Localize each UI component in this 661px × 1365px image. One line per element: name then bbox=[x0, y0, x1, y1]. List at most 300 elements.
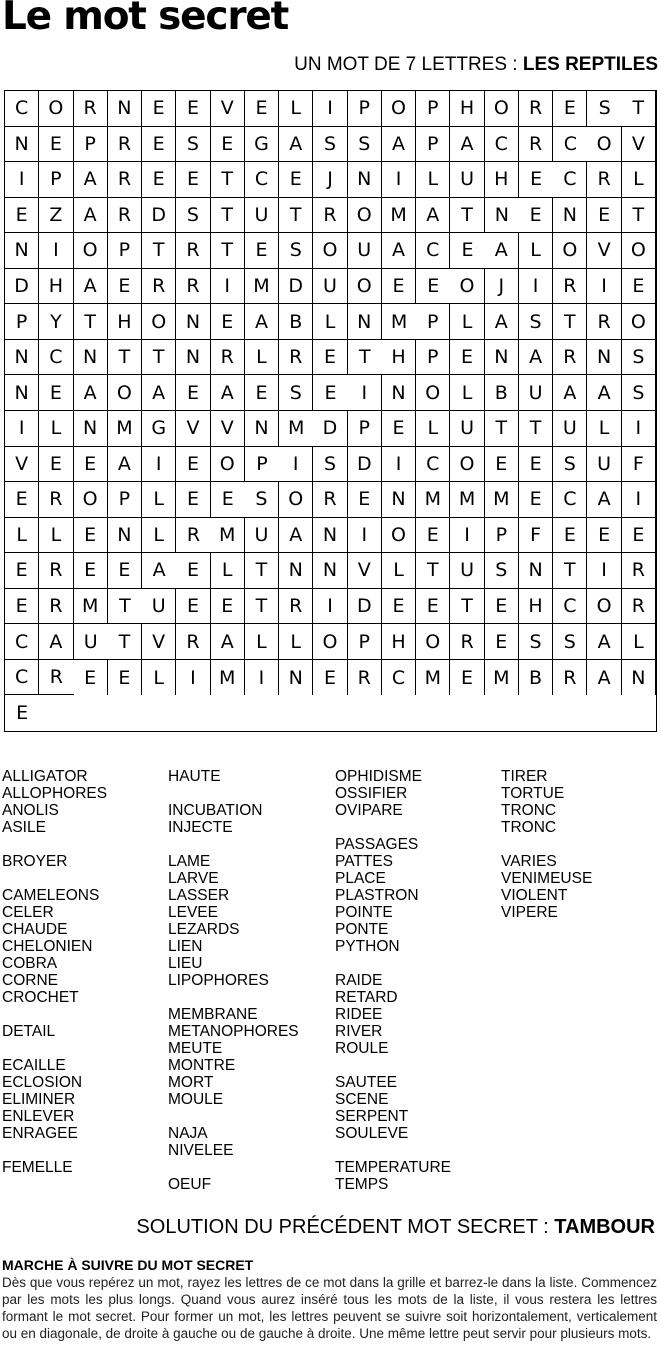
grid-cell[interactable]: E bbox=[587, 518, 621, 554]
grid-cell[interactable]: L bbox=[279, 624, 313, 660]
grid-cell[interactable]: E bbox=[74, 660, 108, 696]
grid-cell[interactable]: E bbox=[211, 127, 245, 163]
grid-cell[interactable]: L bbox=[622, 624, 656, 660]
grid-cell[interactable]: L bbox=[142, 482, 176, 518]
grid-cell[interactable]: O bbox=[142, 304, 176, 340]
grid-cell[interactable]: H bbox=[39, 269, 73, 305]
grid-cell[interactable]: E bbox=[416, 269, 450, 305]
grid-cell[interactable]: E bbox=[39, 375, 73, 411]
grid-cell[interactable]: O bbox=[211, 447, 245, 483]
grid-cell[interactable]: S bbox=[348, 127, 382, 163]
grid-cell[interactable]: E bbox=[142, 162, 176, 198]
grid-cell[interactable]: I bbox=[245, 660, 279, 696]
grid-cell[interactable]: G bbox=[245, 127, 279, 163]
grid-cell[interactable]: O bbox=[74, 482, 108, 518]
grid-cell[interactable]: I bbox=[382, 447, 416, 483]
grid-cell[interactable]: D bbox=[313, 411, 347, 447]
grid-cell[interactable]: E bbox=[519, 482, 553, 518]
grid-cell[interactable]: B bbox=[279, 304, 313, 340]
grid-cell[interactable]: E bbox=[519, 162, 553, 198]
grid-cell[interactable]: O bbox=[416, 375, 450, 411]
grid-cell[interactable]: R bbox=[622, 553, 656, 589]
grid-cell[interactable]: N bbox=[108, 518, 142, 554]
grid-cell[interactable]: R bbox=[587, 304, 621, 340]
grid-cell[interactable]: E bbox=[5, 198, 39, 234]
grid-cell[interactable]: N bbox=[348, 304, 382, 340]
grid-cell[interactable]: E bbox=[211, 589, 245, 625]
grid-cell[interactable]: E bbox=[74, 518, 108, 554]
grid-cell[interactable]: C bbox=[553, 162, 587, 198]
grid-cell[interactable]: S bbox=[519, 304, 553, 340]
grid-cell[interactable]: O bbox=[382, 91, 416, 127]
grid-cell[interactable]: A bbox=[74, 162, 108, 198]
grid-cell[interactable]: R bbox=[348, 660, 382, 696]
grid-cell[interactable]: E bbox=[485, 589, 519, 625]
grid-cell[interactable]: V bbox=[622, 127, 656, 163]
grid-cell[interactable]: A bbox=[279, 127, 313, 163]
grid-cell[interactable]: O bbox=[348, 198, 382, 234]
grid-cell[interactable]: O bbox=[485, 91, 519, 127]
grid-cell[interactable]: I bbox=[313, 91, 347, 127]
grid-cell[interactable]: J bbox=[485, 269, 519, 305]
grid-cell[interactable]: J bbox=[313, 162, 347, 198]
grid-cell[interactable]: D bbox=[348, 589, 382, 625]
grid-cell[interactable]: L bbox=[5, 518, 39, 554]
grid-cell[interactable]: I bbox=[39, 233, 73, 269]
grid-cell[interactable]: U bbox=[450, 553, 484, 589]
grid-cell[interactable]: I bbox=[348, 375, 382, 411]
grid-cell[interactable]: M bbox=[74, 589, 108, 625]
grid-cell[interactable]: U bbox=[313, 269, 347, 305]
grid-cell[interactable]: A bbox=[587, 624, 621, 660]
grid-cell[interactable]: N bbox=[348, 162, 382, 198]
grid-cell[interactable]: I bbox=[211, 269, 245, 305]
grid-cell[interactable]: C bbox=[5, 91, 39, 127]
grid-cell[interactable]: T bbox=[485, 411, 519, 447]
grid-cell[interactable]: E bbox=[313, 375, 347, 411]
grid-cell[interactable]: R bbox=[313, 482, 347, 518]
grid-cell[interactable]: I bbox=[587, 269, 621, 305]
grid-cell[interactable]: L bbox=[416, 162, 450, 198]
grid-cell[interactable]: N bbox=[519, 553, 553, 589]
grid-cell[interactable]: L bbox=[587, 411, 621, 447]
grid-cell[interactable]: R bbox=[587, 162, 621, 198]
grid-cell[interactable]: C bbox=[5, 624, 39, 660]
grid-cell[interactable]: O bbox=[553, 233, 587, 269]
grid-cell[interactable]: O bbox=[587, 589, 621, 625]
grid-cell[interactable]: V bbox=[211, 91, 245, 127]
grid-cell[interactable]: R bbox=[74, 91, 108, 127]
grid-cell[interactable]: N bbox=[74, 340, 108, 376]
grid-cell[interactable]: A bbox=[416, 198, 450, 234]
grid-cell[interactable]: S bbox=[245, 482, 279, 518]
grid-cell[interactable]: A bbox=[587, 660, 621, 696]
grid-cell[interactable]: T bbox=[553, 553, 587, 589]
grid-cell[interactable]: L bbox=[382, 553, 416, 589]
grid-cell[interactable]: Z bbox=[39, 198, 73, 234]
grid-cell[interactable]: H bbox=[485, 162, 519, 198]
grid-cell[interactable]: N bbox=[279, 660, 313, 696]
grid-cell[interactable]: M bbox=[382, 198, 416, 234]
grid-cell[interactable]: T bbox=[211, 233, 245, 269]
grid-cell[interactable]: I bbox=[5, 411, 39, 447]
grid-cell[interactable]: P bbox=[74, 127, 108, 163]
grid-cell[interactable]: N bbox=[5, 340, 39, 376]
grid-cell[interactable]: E bbox=[211, 304, 245, 340]
grid-cell[interactable]: R bbox=[39, 660, 73, 696]
grid-cell[interactable]: E bbox=[382, 411, 416, 447]
grid-cell[interactable]: E bbox=[176, 589, 210, 625]
grid-cell[interactable]: A bbox=[74, 269, 108, 305]
grid-cell[interactable]: E bbox=[176, 162, 210, 198]
grid-cell[interactable]: T bbox=[622, 198, 656, 234]
grid-cell[interactable]: R bbox=[211, 340, 245, 376]
grid-cell[interactable]: T bbox=[211, 198, 245, 234]
grid-cell[interactable]: D bbox=[5, 269, 39, 305]
grid-cell[interactable]: O bbox=[622, 304, 656, 340]
grid-cell[interactable]: T bbox=[450, 198, 484, 234]
grid-cell[interactable]: L bbox=[39, 411, 73, 447]
grid-cell[interactable]: R bbox=[553, 269, 587, 305]
grid-cell[interactable]: E bbox=[382, 269, 416, 305]
grid-cell[interactable]: N bbox=[485, 198, 519, 234]
grid-cell[interactable]: E bbox=[176, 482, 210, 518]
grid-cell[interactable]: C bbox=[5, 660, 39, 696]
grid-cell[interactable]: E bbox=[142, 91, 176, 127]
grid-cell[interactable]: T bbox=[553, 304, 587, 340]
grid-cell[interactable]: E bbox=[176, 447, 210, 483]
grid-cell[interactable]: S bbox=[587, 91, 621, 127]
grid-cell[interactable]: E bbox=[622, 269, 656, 305]
grid-cell[interactable]: G bbox=[142, 411, 176, 447]
grid-cell[interactable]: N bbox=[313, 553, 347, 589]
grid-cell[interactable]: O bbox=[313, 233, 347, 269]
grid-cell[interactable]: N bbox=[245, 411, 279, 447]
grid-cell[interactable]: M bbox=[279, 411, 313, 447]
grid-cell[interactable]: A bbox=[74, 198, 108, 234]
grid-cell[interactable]: E bbox=[245, 91, 279, 127]
grid-cell[interactable]: E bbox=[74, 553, 108, 589]
grid-cell[interactable]: B bbox=[519, 660, 553, 696]
grid-cell[interactable]: U bbox=[587, 447, 621, 483]
grid-cell[interactable]: E bbox=[16, 702, 29, 725]
grid-cell[interactable]: U bbox=[142, 589, 176, 625]
grid-cell[interactable]: R bbox=[39, 482, 73, 518]
grid-cell[interactable]: D bbox=[142, 198, 176, 234]
grid-cell[interactable]: E bbox=[382, 589, 416, 625]
grid-cell[interactable]: R bbox=[142, 269, 176, 305]
grid-cell[interactable]: L bbox=[245, 624, 279, 660]
grid-cell[interactable]: C bbox=[39, 340, 73, 376]
grid-cell[interactable]: I bbox=[622, 482, 656, 518]
grid-cell[interactable]: N bbox=[485, 340, 519, 376]
grid-cell[interactable]: E bbox=[622, 518, 656, 554]
grid-cell[interactable]: P bbox=[348, 411, 382, 447]
grid-cell[interactable]: C bbox=[416, 447, 450, 483]
grid-cell[interactable]: L bbox=[622, 162, 656, 198]
grid-cell[interactable]: P bbox=[245, 447, 279, 483]
grid-cell[interactable]: A bbox=[142, 553, 176, 589]
grid-cell[interactable]: L bbox=[279, 91, 313, 127]
grid-cell[interactable]: H bbox=[382, 624, 416, 660]
grid-cell[interactable]: H bbox=[450, 91, 484, 127]
grid-cell[interactable]: T bbox=[108, 589, 142, 625]
grid-cell[interactable]: M bbox=[450, 482, 484, 518]
grid-cell[interactable]: R bbox=[108, 162, 142, 198]
grid-cell[interactable]: R bbox=[622, 589, 656, 625]
grid-cell[interactable]: P bbox=[416, 340, 450, 376]
grid-cell[interactable]: H bbox=[519, 589, 553, 625]
grid-cell[interactable]: C bbox=[553, 127, 587, 163]
grid-cell[interactable]: V bbox=[5, 447, 39, 483]
grid-cell[interactable]: R bbox=[279, 589, 313, 625]
grid-cell[interactable]: S bbox=[485, 553, 519, 589]
grid-cell[interactable]: A bbox=[450, 127, 484, 163]
grid-cell[interactable]: L bbox=[519, 233, 553, 269]
grid-cell[interactable]: C bbox=[485, 127, 519, 163]
grid-cell[interactable]: I bbox=[313, 589, 347, 625]
grid-cell[interactable]: M bbox=[382, 304, 416, 340]
grid-cell[interactable]: M bbox=[211, 518, 245, 554]
grid-cell[interactable]: L bbox=[450, 304, 484, 340]
grid-cell[interactable]: A bbox=[108, 447, 142, 483]
grid-cell[interactable]: T bbox=[622, 91, 656, 127]
grid-cell[interactable]: U bbox=[245, 518, 279, 554]
grid-cell[interactable]: E bbox=[108, 553, 142, 589]
grid-cell[interactable]: L bbox=[416, 411, 450, 447]
grid-cell[interactable]: S bbox=[279, 375, 313, 411]
grid-cell[interactable]: E bbox=[39, 127, 73, 163]
grid-cell[interactable]: R bbox=[176, 624, 210, 660]
grid-cell[interactable]: P bbox=[348, 624, 382, 660]
grid-cell[interactable]: L bbox=[142, 660, 176, 696]
grid-cell[interactable]: O bbox=[313, 624, 347, 660]
grid-cell[interactable]: S bbox=[519, 624, 553, 660]
grid-cell[interactable]: M bbox=[108, 411, 142, 447]
grid-cell[interactable]: E bbox=[553, 91, 587, 127]
grid-cell[interactable]: A bbox=[142, 375, 176, 411]
grid-cell[interactable]: S bbox=[176, 198, 210, 234]
grid-cell[interactable]: N bbox=[587, 340, 621, 376]
grid-cell[interactable]: N bbox=[313, 518, 347, 554]
grid-cell[interactable]: C bbox=[245, 162, 279, 198]
grid-cell[interactable]: L bbox=[142, 518, 176, 554]
grid-cell[interactable]: A bbox=[587, 375, 621, 411]
grid-cell[interactable]: T bbox=[245, 589, 279, 625]
grid-cell[interactable]: E bbox=[176, 375, 210, 411]
grid-cell[interactable]: A bbox=[39, 624, 73, 660]
grid-cell[interactable]: A bbox=[553, 375, 587, 411]
grid-cell[interactable]: L bbox=[245, 340, 279, 376]
grid-cell[interactable]: P bbox=[416, 304, 450, 340]
grid-cell[interactable]: N bbox=[5, 375, 39, 411]
grid-cell[interactable]: E bbox=[5, 589, 39, 625]
grid-cell[interactable]: U bbox=[519, 375, 553, 411]
grid-cell[interactable]: T bbox=[142, 233, 176, 269]
grid-cell[interactable]: I bbox=[382, 162, 416, 198]
grid-cell[interactable]: T bbox=[416, 553, 450, 589]
grid-cell[interactable]: C bbox=[553, 482, 587, 518]
grid-cell[interactable]: R bbox=[176, 518, 210, 554]
grid-cell[interactable]: N bbox=[553, 198, 587, 234]
grid-cell[interactable]: E bbox=[450, 233, 484, 269]
grid-cell[interactable]: T bbox=[108, 340, 142, 376]
grid-cell[interactable]: A bbox=[485, 304, 519, 340]
grid-cell[interactable]: O bbox=[39, 91, 73, 127]
grid-cell[interactable]: R bbox=[176, 233, 210, 269]
grid-cell[interactable]: S bbox=[553, 624, 587, 660]
grid-cell[interactable]: E bbox=[416, 589, 450, 625]
grid-cell[interactable]: S bbox=[622, 340, 656, 376]
grid-cell[interactable]: U bbox=[450, 411, 484, 447]
grid-cell[interactable]: S bbox=[279, 233, 313, 269]
grid-cell[interactable]: V bbox=[142, 624, 176, 660]
grid-cell[interactable]: N bbox=[279, 553, 313, 589]
grid-cell[interactable]: E bbox=[74, 447, 108, 483]
grid-cell[interactable]: N bbox=[74, 411, 108, 447]
grid-cell[interactable]: U bbox=[553, 411, 587, 447]
grid-cell[interactable]: S bbox=[176, 127, 210, 163]
grid-cell[interactable]: R bbox=[39, 589, 73, 625]
grid-cell[interactable]: O bbox=[348, 269, 382, 305]
grid-cell[interactable]: I bbox=[587, 553, 621, 589]
grid-cell[interactable]: L bbox=[313, 304, 347, 340]
grid-cell[interactable]: O bbox=[416, 624, 450, 660]
grid-cell[interactable]: E bbox=[245, 375, 279, 411]
grid-cell[interactable]: L bbox=[39, 518, 73, 554]
grid-cell[interactable]: A bbox=[382, 127, 416, 163]
grid-cell[interactable]: E bbox=[450, 340, 484, 376]
grid-cell[interactable]: A bbox=[382, 233, 416, 269]
grid-cell[interactable]: D bbox=[348, 447, 382, 483]
grid-cell[interactable]: E bbox=[108, 660, 142, 696]
grid-cell[interactable]: T bbox=[279, 198, 313, 234]
grid-cell[interactable]: S bbox=[313, 447, 347, 483]
grid-cell[interactable]: U bbox=[74, 624, 108, 660]
grid-cell[interactable]: I bbox=[622, 411, 656, 447]
grid-cell[interactable]: E bbox=[5, 553, 39, 589]
grid-cell[interactable]: U bbox=[348, 233, 382, 269]
grid-cell[interactable]: N bbox=[176, 340, 210, 376]
grid-cell[interactable]: A bbox=[211, 375, 245, 411]
grid-cell[interactable]: I bbox=[176, 660, 210, 696]
grid-cell[interactable]: I bbox=[450, 518, 484, 554]
grid-cell[interactable]: N bbox=[108, 91, 142, 127]
grid-cell[interactable]: F bbox=[622, 447, 656, 483]
grid-cell[interactable]: R bbox=[176, 269, 210, 305]
grid-cell[interactable]: E bbox=[108, 269, 142, 305]
grid-cell[interactable]: T bbox=[450, 589, 484, 625]
grid-cell[interactable]: P bbox=[416, 91, 450, 127]
grid-cell[interactable]: P bbox=[39, 162, 73, 198]
grid-cell[interactable]: S bbox=[622, 375, 656, 411]
grid-cell[interactable]: E bbox=[176, 553, 210, 589]
grid-cell[interactable]: E bbox=[519, 447, 553, 483]
grid-cell[interactable]: P bbox=[108, 482, 142, 518]
grid-cell[interactable]: V bbox=[348, 553, 382, 589]
grid-cell[interactable]: M bbox=[416, 482, 450, 518]
grid-cell[interactable]: E bbox=[348, 482, 382, 518]
grid-cell[interactable]: A bbox=[519, 340, 553, 376]
grid-cell[interactable]: R bbox=[519, 91, 553, 127]
grid-cell[interactable]: T bbox=[211, 162, 245, 198]
grid-cell[interactable]: N bbox=[176, 304, 210, 340]
grid-cell[interactable]: C bbox=[553, 589, 587, 625]
grid-cell[interactable]: E bbox=[519, 198, 553, 234]
grid-cell[interactable]: R bbox=[108, 198, 142, 234]
grid-cell[interactable]: A bbox=[587, 482, 621, 518]
grid-cell[interactable]: R bbox=[313, 198, 347, 234]
grid-cell[interactable]: T bbox=[245, 553, 279, 589]
grid-cell[interactable]: P bbox=[108, 233, 142, 269]
grid-cell[interactable]: R bbox=[553, 340, 587, 376]
grid-cell[interactable]: E bbox=[485, 624, 519, 660]
grid-cell[interactable]: A bbox=[485, 233, 519, 269]
grid-cell[interactable]: T bbox=[108, 624, 142, 660]
grid-cell[interactable]: E bbox=[245, 233, 279, 269]
grid-cell[interactable]: E bbox=[450, 660, 484, 696]
grid-cell[interactable]: V bbox=[176, 411, 210, 447]
grid-cell[interactable]: T bbox=[519, 411, 553, 447]
grid-cell[interactable]: O bbox=[74, 233, 108, 269]
grid-cell[interactable]: O bbox=[622, 233, 656, 269]
grid-cell[interactable]: E bbox=[176, 91, 210, 127]
grid-cell[interactable]: E bbox=[416, 518, 450, 554]
grid-cell[interactable]: A bbox=[245, 304, 279, 340]
grid-cell[interactable]: N bbox=[382, 482, 416, 518]
grid-cell[interactable]: Y bbox=[39, 304, 73, 340]
grid-cell[interactable]: E bbox=[39, 447, 73, 483]
grid-cell[interactable]: E bbox=[5, 482, 39, 518]
grid-cell[interactable]: F bbox=[519, 518, 553, 554]
grid-cell[interactable]: I bbox=[519, 269, 553, 305]
grid-cell[interactable]: H bbox=[382, 340, 416, 376]
grid-cell[interactable]: M bbox=[485, 660, 519, 696]
grid-cell[interactable]: U bbox=[245, 198, 279, 234]
grid-cell[interactable]: N bbox=[5, 233, 39, 269]
grid-cell[interactable]: O bbox=[450, 269, 484, 305]
grid-cell[interactable]: M bbox=[416, 660, 450, 696]
grid-cell[interactable]: I bbox=[5, 162, 39, 198]
grid-cell[interactable]: R bbox=[108, 127, 142, 163]
grid-cell[interactable]: E bbox=[142, 127, 176, 163]
grid-cell[interactable]: V bbox=[211, 411, 245, 447]
grid-cell[interactable]: I bbox=[279, 447, 313, 483]
grid-cell[interactable]: E bbox=[313, 660, 347, 696]
grid-cell[interactable]: E bbox=[211, 482, 245, 518]
grid-cell[interactable]: O bbox=[382, 518, 416, 554]
grid-cell[interactable]: M bbox=[485, 482, 519, 518]
grid-cell[interactable]: B bbox=[485, 375, 519, 411]
grid-cell[interactable]: E bbox=[485, 447, 519, 483]
grid-cell[interactable]: N bbox=[622, 660, 656, 696]
grid-cell[interactable]: A bbox=[211, 624, 245, 660]
grid-cell[interactable]: P bbox=[348, 91, 382, 127]
grid-cell[interactable]: C bbox=[416, 233, 450, 269]
grid-cell[interactable]: S bbox=[313, 127, 347, 163]
grid-cell[interactable]: I bbox=[348, 518, 382, 554]
grid-cell[interactable]: T bbox=[142, 340, 176, 376]
grid-cell[interactable]: P bbox=[485, 518, 519, 554]
grid-cell[interactable]: E bbox=[587, 198, 621, 234]
grid-cell[interactable]: E bbox=[279, 162, 313, 198]
grid-cell[interactable]: O bbox=[108, 375, 142, 411]
grid-cell[interactable]: E bbox=[313, 340, 347, 376]
grid-cell[interactable]: M bbox=[245, 269, 279, 305]
grid-cell[interactable]: N bbox=[5, 127, 39, 163]
grid-cell[interactable]: L bbox=[450, 375, 484, 411]
grid-cell[interactable]: T bbox=[348, 340, 382, 376]
